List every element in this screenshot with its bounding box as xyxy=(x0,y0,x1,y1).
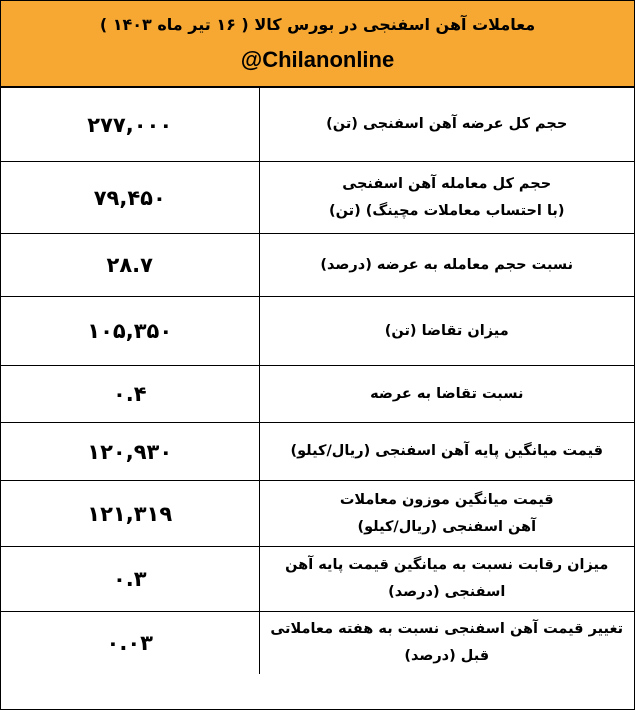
label-cell xyxy=(259,481,634,547)
value-cell xyxy=(1,423,259,481)
value-cell xyxy=(1,366,259,423)
row-value: ۰.۳ xyxy=(112,567,147,591)
value-cell xyxy=(1,547,259,612)
stats-grid xyxy=(1,87,634,674)
label-cell xyxy=(259,547,634,612)
table-row xyxy=(1,366,634,423)
row-label-line: حجم کل عرضه آهن اسفنجی (تن) xyxy=(326,116,568,132)
row-label xyxy=(310,252,583,279)
row-value: ۰.۰۳ xyxy=(106,630,153,655)
row-label-line: نسبت حجم معامله به عرضه (درصد) xyxy=(320,256,574,273)
label-cell xyxy=(259,423,634,481)
row-label xyxy=(280,438,613,465)
row-value: ۰.۴ xyxy=(112,382,147,406)
value-cell xyxy=(1,612,259,674)
value-cell xyxy=(1,481,259,547)
row-label xyxy=(316,111,577,138)
label-cell xyxy=(259,612,634,674)
label-cell xyxy=(259,366,634,423)
table-row xyxy=(1,612,634,674)
label-cell xyxy=(259,234,634,297)
row-value: ۱۲۱,۳۱۹ xyxy=(87,501,173,526)
value-cell xyxy=(1,234,259,297)
channel-handle: @Chilanonline xyxy=(240,46,395,72)
row-label xyxy=(319,171,574,225)
row-label-line: آهن اسفنجی (ریال/کیلو) xyxy=(357,518,537,535)
row-label-line: اسفنجی (درصد) xyxy=(388,584,506,600)
value-cell xyxy=(1,297,259,366)
table-title: معاملات آهن اسفنجی در بورس کالا ( ۱۶ تیر ماه ۱۴۰۳ ) xyxy=(99,14,536,34)
row-label xyxy=(360,381,533,408)
row-label-line: قیمت میانگین پایه آهن اسفنجی (ریال/کیلو) xyxy=(290,443,604,459)
row-label-line: تغییر قیمت آهن اسفنجی نسبت به هفته معاملاتی xyxy=(270,620,624,637)
label-cell xyxy=(259,297,634,366)
row-value: ۲۸.۷ xyxy=(106,253,153,277)
table-row xyxy=(1,88,634,162)
table-header xyxy=(1,1,634,87)
row-label xyxy=(375,318,519,345)
table-row xyxy=(1,234,634,297)
row-value: ۷۹,۴۵۰ xyxy=(93,185,166,210)
table-row xyxy=(1,547,634,612)
row-label xyxy=(330,487,564,541)
row-value: ۱۰۵,۳۵۰ xyxy=(87,319,173,343)
row-label-line: قبل (درصد) xyxy=(404,647,490,664)
row-label-line: میزان تقاضا (تن) xyxy=(384,322,509,339)
table-row xyxy=(1,162,634,234)
row-label xyxy=(275,552,618,606)
row-label-line: میزان رقابت نسبت به میانگین قیمت پایه آهن xyxy=(285,557,609,573)
row-label-line: نسبت تقاضا به عرضه xyxy=(370,385,524,402)
row-label-line: حجم کل معامله آهن اسفنجی xyxy=(342,175,552,192)
table-row xyxy=(1,423,634,481)
table-row xyxy=(1,481,634,547)
value-cell xyxy=(1,88,259,162)
row-value: ۲۷۷,۰۰۰ xyxy=(87,112,173,137)
label-cell xyxy=(259,88,634,162)
row-label-line: قیمت میانگین موزون معاملات xyxy=(339,491,554,508)
label-cell xyxy=(259,162,634,234)
row-label xyxy=(260,616,633,670)
row-label-line: (با احتساب معاملات مچینگ) (تن) xyxy=(329,202,565,219)
value-cell xyxy=(1,162,259,234)
table-row xyxy=(1,297,634,366)
row-value: ۱۲۰,۹۳۰ xyxy=(87,439,173,464)
